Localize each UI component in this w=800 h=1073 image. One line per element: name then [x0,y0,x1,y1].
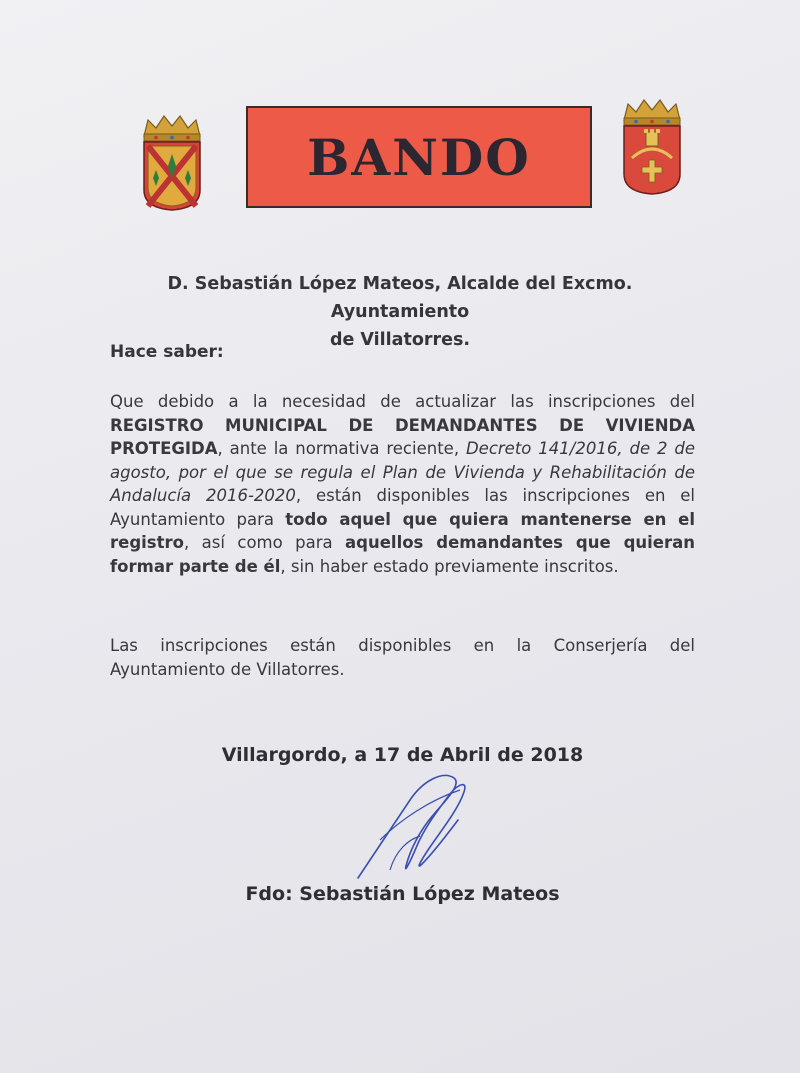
notice-date: Villargordo, a 17 de Abril de 2018 [221,744,584,766]
p1-decree: Decreto 141/2016, de 2 de agosto, por el que se regula el Plan de Vivienda y Rehabilitación de Andalucía 2016-2020 [110,439,696,505]
bando-title: BANDO [307,127,531,187]
p1-text-2: , ante la normativa reciente, [217,439,466,458]
coat-of-arms-right-icon [620,96,684,198]
paragraph-registration [110,390,695,578]
p1-keep-registered: todo aquel que quiera mantenerse en el registro [110,509,695,552]
signed-by: Fdo: Sebastián López Mateos [245,883,560,905]
paragraph-location: Las inscripciones están disponibles en la Conserjería del Ayuntamiento de Villatorres. [110,636,695,679]
coat-of-arms-left-icon [140,110,204,212]
bando-title-box [246,106,592,208]
p1-text-5: , sin haber estado previamente inscritos. [280,556,619,576]
heading-line-1: D. Sebastián López Mateos, Alcalde del Excmo. Ayuntamiento [167,274,633,322]
signature-icon [350,770,480,885]
p1-registry-name: REGISTRO MUNICIPAL DE DEMANDANTES DE VIVIENDA PROTEGIDA [110,415,695,458]
p1-text-4: , así como para [183,533,346,552]
heading-line-2: de Villatorres. [329,330,471,350]
p1-new-applicants: aquellos demandantes que quieran formar parte de él [110,533,695,576]
hace-saber-label: Hace saber: [110,342,224,362]
p1-text-3: , están disponibles las inscripciones en el Ayuntamiento para [110,486,695,529]
p1-text-1: Que debido a la necesidad de actualizar las inscripciones del [110,392,695,411]
